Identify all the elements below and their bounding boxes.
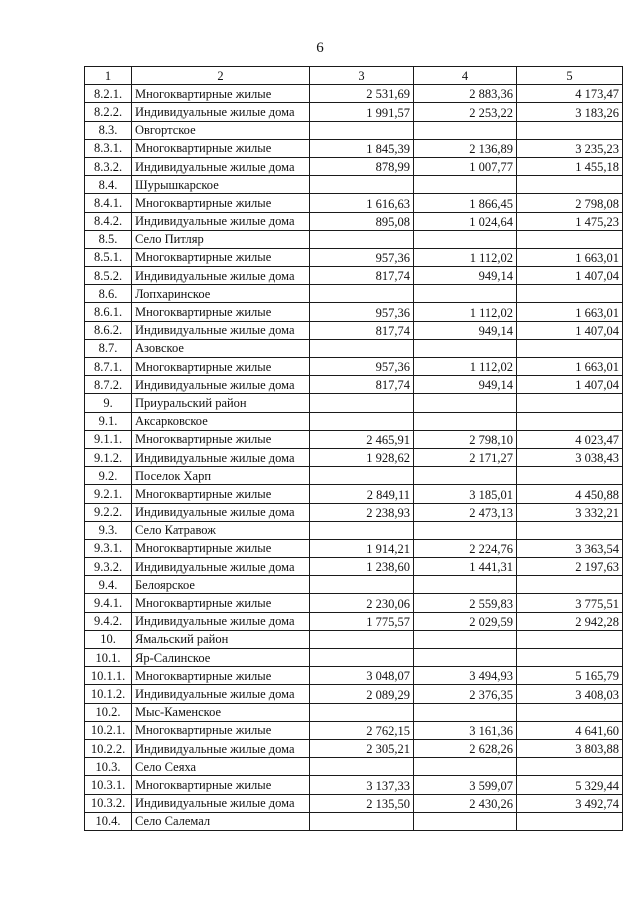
value-col-4 [414,758,517,776]
table-row [85,558,623,576]
value-col-3: 2 305,21 [310,739,414,757]
column-header: 3 [310,67,414,85]
value-col-4: 2 253,22 [414,103,517,121]
table-row [85,594,623,612]
value-col-5: 3 408,03 [517,685,623,703]
table-row [85,776,623,794]
row-number: 8.7.1. [85,358,132,376]
table-row [85,794,623,812]
value-col-5: 2 197,63 [517,558,623,576]
table-row [85,539,623,557]
value-col-3: 1 775,57 [310,612,414,630]
row-number: 10.3. [85,758,132,776]
value-col-3: 817,74 [310,321,414,339]
table-row [85,739,623,757]
row-number: 9.4.1. [85,594,132,612]
table-row [85,212,623,230]
table-row [85,267,623,285]
row-number: 8.5. [85,230,132,248]
table-row [85,812,623,830]
value-col-3: 957,36 [310,248,414,266]
table-row [85,685,623,703]
value-col-4: 1 112,02 [414,303,517,321]
value-col-3 [310,649,414,667]
value-col-4: 3 599,07 [414,776,517,794]
value-col-3: 1 928,62 [310,448,414,466]
column-header: 2 [132,67,310,85]
row-name: Многоквартирные жилые [132,721,310,739]
table-row [85,176,623,194]
table-row [85,230,623,248]
row-number: 8.7. [85,339,132,357]
row-number: 9.2.1. [85,485,132,503]
value-col-5: 4 173,47 [517,85,623,103]
row-name: Многоквартирные жилые [132,430,310,448]
value-col-3: 817,74 [310,376,414,394]
value-col-4: 2 171,27 [414,448,517,466]
page-number: 6 [316,40,324,56]
row-number: 10.2.2. [85,739,132,757]
value-col-5 [517,521,623,539]
value-col-4 [414,285,517,303]
value-col-3: 957,36 [310,358,414,376]
value-col-4: 2 559,83 [414,594,517,612]
value-col-4: 2 430,26 [414,794,517,812]
row-name: Село Салемал [132,812,310,830]
value-col-3: 2 089,29 [310,685,414,703]
row-number: 10.1.2. [85,685,132,703]
value-col-3 [310,230,414,248]
row-number: 8.3. [85,121,132,139]
value-col-5: 3 183,26 [517,103,623,121]
value-col-4 [414,521,517,539]
value-col-5: 3 363,54 [517,539,623,557]
value-col-3: 2 531,69 [310,85,414,103]
value-col-4: 949,14 [414,267,517,285]
value-col-5: 3 803,88 [517,739,623,757]
value-col-4: 3 185,01 [414,485,517,503]
row-number: 8.6. [85,285,132,303]
table-row [85,503,623,521]
value-col-5: 1 475,23 [517,212,623,230]
value-col-5 [517,412,623,430]
table-row [85,467,623,485]
value-col-5: 4 023,47 [517,430,623,448]
row-name: Индивидуальные жилые дома [132,212,310,230]
row-name: Индивидуальные жилые дома [132,376,310,394]
value-col-5 [517,121,623,139]
row-number: 8.2.1. [85,85,132,103]
value-col-4: 2 473,13 [414,503,517,521]
row-name: Индивидуальные жилые дома [132,794,310,812]
row-name: Многоквартирные жилые [132,85,310,103]
row-name: Многоквартирные жилые [132,539,310,557]
row-number: 9.4. [85,576,132,594]
value-col-5 [517,467,623,485]
table-row [85,612,623,630]
row-number: 8.5.2. [85,267,132,285]
table-row [85,448,623,466]
row-name: Яр-Салинское [132,649,310,667]
row-number: 9. [85,394,132,412]
value-col-4: 1 112,02 [414,248,517,266]
value-col-3 [310,576,414,594]
value-col-3: 2 849,11 [310,485,414,503]
table-row [85,157,623,175]
value-col-4: 949,14 [414,376,517,394]
table-row [85,703,623,721]
row-name: Индивидуальные жилые дома [132,558,310,576]
row-name: Село Питляр [132,230,310,248]
value-col-4: 3 494,93 [414,667,517,685]
value-col-4: 949,14 [414,321,517,339]
row-number: 8.4.1. [85,194,132,212]
value-col-5 [517,176,623,194]
table-row [85,521,623,539]
value-col-5: 4 641,60 [517,721,623,739]
value-col-3: 2 762,15 [310,721,414,739]
value-col-3: 3 048,07 [310,667,414,685]
value-col-3: 1 914,21 [310,539,414,557]
value-col-4 [414,576,517,594]
row-number: 9.1.1. [85,430,132,448]
value-col-5 [517,630,623,648]
table-row [85,485,623,503]
value-col-4 [414,630,517,648]
row-number: 8.4. [85,176,132,194]
row-name: Индивидуальные жилые дома [132,503,310,521]
row-name: Село Сеяха [132,758,310,776]
value-col-5: 1 407,04 [517,267,623,285]
value-col-4: 1 112,02 [414,358,517,376]
row-name: Многоквартирные жилые [132,248,310,266]
value-col-3 [310,412,414,430]
row-name: Село Катравож [132,521,310,539]
value-col-3 [310,758,414,776]
row-number: 10.1.1. [85,667,132,685]
row-name: Индивидуальные жилые дома [132,612,310,630]
table-row [85,358,623,376]
value-col-5: 3 038,43 [517,448,623,466]
value-col-4: 2 376,35 [414,685,517,703]
value-col-5: 2 798,08 [517,194,623,212]
value-col-5 [517,649,623,667]
row-number: 10. [85,630,132,648]
value-col-3 [310,121,414,139]
value-col-5: 2 942,28 [517,612,623,630]
row-name: Индивидуальные жилые дома [132,685,310,703]
row-number: 10.4. [85,812,132,830]
row-number: 8.4.2. [85,212,132,230]
value-col-4 [414,649,517,667]
value-col-5: 4 450,88 [517,485,623,503]
row-name: Индивидуальные жилые дома [132,103,310,121]
row-number: 9.3.2. [85,558,132,576]
row-name: Аксарковское [132,412,310,430]
table-row [85,285,623,303]
row-name: Индивидуальные жилые дома [132,157,310,175]
row-number: 9.4.2. [85,612,132,630]
row-number: 8.7.2. [85,376,132,394]
value-col-5: 1 407,04 [517,321,623,339]
value-col-3: 1 845,39 [310,139,414,157]
row-name: Многоквартирные жилые [132,194,310,212]
row-number: 10.3.1. [85,776,132,794]
value-col-4: 1 007,77 [414,157,517,175]
row-name: Многоквартирные жилые [132,485,310,503]
value-col-5: 1 407,04 [517,376,623,394]
column-header: 5 [517,67,623,85]
value-col-3 [310,176,414,194]
column-header: 1 [85,67,132,85]
value-col-4: 2 883,36 [414,85,517,103]
row-name: Многоквартирные жилые [132,594,310,612]
value-col-4: 3 161,36 [414,721,517,739]
row-name: Лопхаринское [132,285,310,303]
value-col-5: 5 329,44 [517,776,623,794]
value-col-3 [310,285,414,303]
row-name: Белоярское [132,576,310,594]
table-row [85,649,623,667]
value-col-5: 3 775,51 [517,594,623,612]
value-col-5: 1 663,01 [517,303,623,321]
value-col-4: 2 029,59 [414,612,517,630]
value-col-5: 1 663,01 [517,248,623,266]
value-col-3: 2 135,50 [310,794,414,812]
value-col-5 [517,812,623,830]
value-col-4 [414,467,517,485]
value-col-4 [414,394,517,412]
row-number: 10.2. [85,703,132,721]
value-col-3: 957,36 [310,303,414,321]
table-row [85,412,623,430]
value-col-3 [310,521,414,539]
row-number: 9.1.2. [85,448,132,466]
value-col-3: 1 238,60 [310,558,414,576]
value-col-3: 2 238,93 [310,503,414,521]
row-number: 9.1. [85,412,132,430]
row-number: 9.2.2. [85,503,132,521]
table-row [85,248,623,266]
row-name: Поселок Харп [132,467,310,485]
row-number: 10.2.1. [85,721,132,739]
value-col-5 [517,285,623,303]
row-name: Мыс-Каменское [132,703,310,721]
value-col-3: 1 991,57 [310,103,414,121]
row-number: 10.1. [85,649,132,667]
table-row [85,194,623,212]
row-number: 8.3.2. [85,157,132,175]
value-col-3 [310,467,414,485]
table-row [85,121,623,139]
row-number: 8.6.1. [85,303,132,321]
value-col-4 [414,412,517,430]
row-name: Многоквартирные жилые [132,358,310,376]
value-col-3: 895,08 [310,212,414,230]
table-row [85,630,623,648]
value-col-5 [517,394,623,412]
value-col-3 [310,339,414,357]
value-col-3 [310,630,414,648]
row-name: Ямальский район [132,630,310,648]
row-name: Приуральский район [132,394,310,412]
table-row [85,758,623,776]
value-col-4: 2 224,76 [414,539,517,557]
value-col-5: 3 332,21 [517,503,623,521]
value-col-4: 1 024,64 [414,212,517,230]
row-name: Многоквартирные жилые [132,139,310,157]
value-col-5: 3 492,74 [517,794,623,812]
table-row [85,430,623,448]
value-col-4 [414,339,517,357]
tariff-table [84,66,623,831]
table-row [85,376,623,394]
value-col-5: 5 165,79 [517,667,623,685]
table-row [85,139,623,157]
row-number: 9.3. [85,521,132,539]
row-name: Многоквартирные жилые [132,776,310,794]
value-col-3: 3 137,33 [310,776,414,794]
value-col-4 [414,176,517,194]
value-col-5 [517,230,623,248]
row-name: Азовское [132,339,310,357]
value-col-5: 1 663,01 [517,358,623,376]
value-col-4: 2 798,10 [414,430,517,448]
value-col-4: 1 866,45 [414,194,517,212]
row-number: 10.3.2. [85,794,132,812]
value-col-4 [414,230,517,248]
value-col-5: 1 455,18 [517,157,623,175]
value-col-4 [414,812,517,830]
table-row [85,721,623,739]
value-col-3: 878,99 [310,157,414,175]
table-row [85,339,623,357]
value-col-5: 3 235,23 [517,139,623,157]
value-col-3: 2 465,91 [310,430,414,448]
value-col-4: 2 628,26 [414,739,517,757]
row-name: Шурышкарское [132,176,310,194]
value-col-4 [414,703,517,721]
table-row [85,576,623,594]
value-col-3: 1 616,63 [310,194,414,212]
row-number: 8.6.2. [85,321,132,339]
value-col-5 [517,758,623,776]
table-body [85,85,623,831]
value-col-4: 1 441,31 [414,558,517,576]
row-number: 8.2.2. [85,103,132,121]
table-row [85,667,623,685]
value-col-3 [310,812,414,830]
value-col-3: 817,74 [310,267,414,285]
value-col-5 [517,339,623,357]
row-name: Многоквартирные жилые [132,667,310,685]
table-header-row [85,67,623,85]
row-name: Многоквартирные жилые [132,303,310,321]
table-row [85,303,623,321]
table-row [85,394,623,412]
row-name: Индивидуальные жилые дома [132,739,310,757]
value-col-4: 2 136,89 [414,139,517,157]
value-col-3 [310,703,414,721]
row-number: 9.2. [85,467,132,485]
value-col-4 [414,121,517,139]
column-header: 4 [414,67,517,85]
row-name: Индивидуальные жилые дома [132,321,310,339]
value-col-5 [517,576,623,594]
value-col-3: 2 230,06 [310,594,414,612]
row-number: 8.5.1. [85,248,132,266]
row-name: Индивидуальные жилые дома [132,448,310,466]
value-col-3 [310,394,414,412]
table-row [85,85,623,103]
row-number: 8.3.1. [85,139,132,157]
value-col-5 [517,703,623,721]
row-number: 9.3.1. [85,539,132,557]
row-name: Овгортское [132,121,310,139]
table-row [85,321,623,339]
table-row [85,103,623,121]
row-name: Индивидуальные жилые дома [132,267,310,285]
